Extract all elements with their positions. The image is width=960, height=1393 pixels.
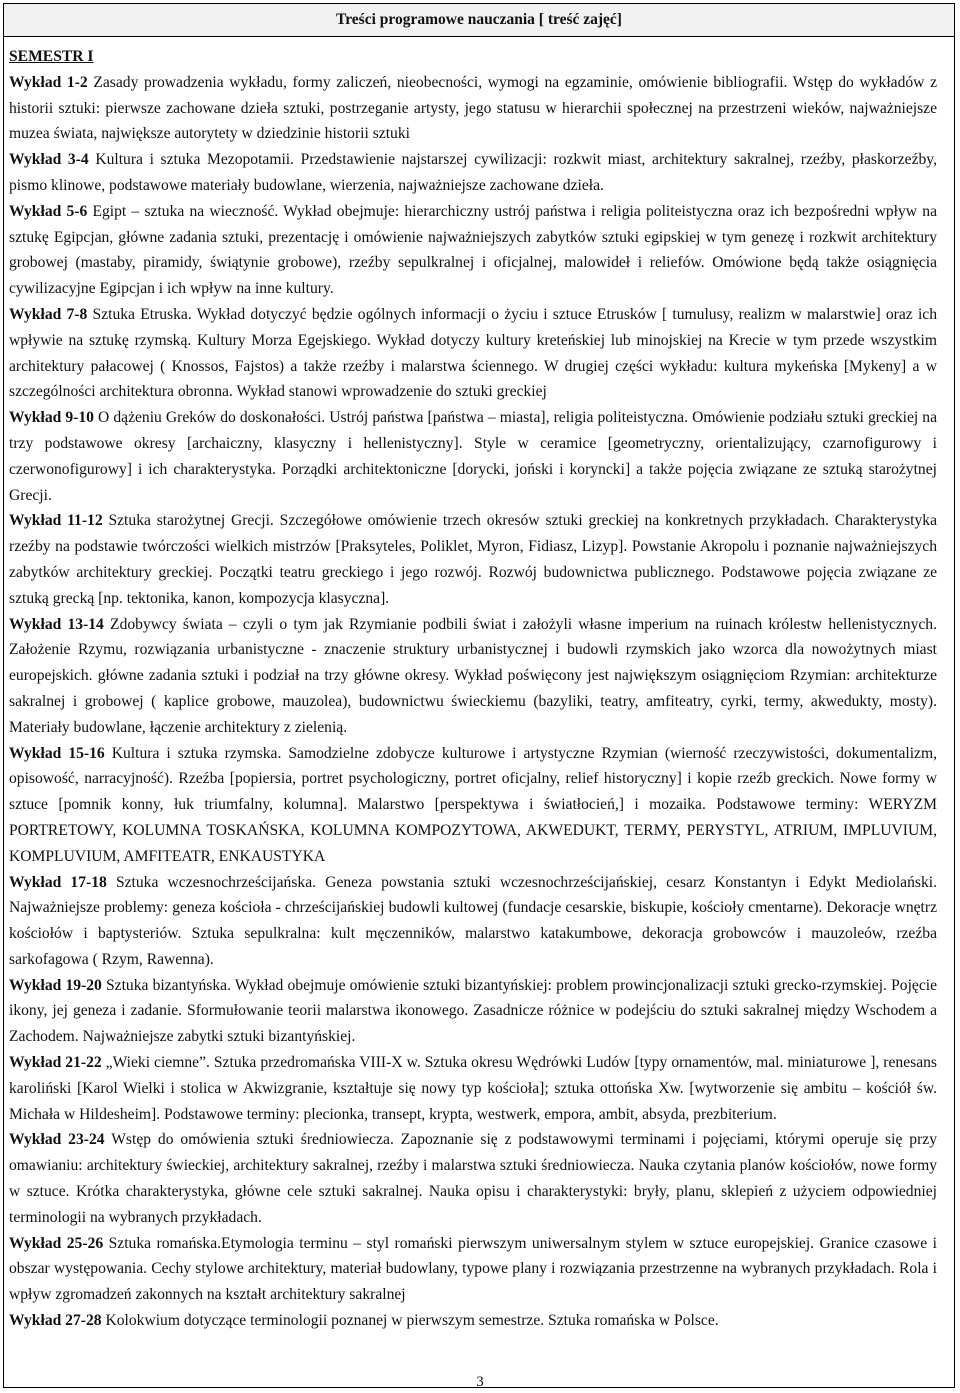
lecture-paragraph — [9, 1231, 937, 1308]
lecture-text: Wstęp do omówienia sztuki średniowiecza. Zapoznanie się z podstawowymi terminami i pojęciami, którymi operuje się przy omawianiu: architektury świeckiej, architektury sakralnej, rzeźby i malarstwa sztuki średniowiecza. Nauka czytania planów kościołów, nowe formy w sztuce. Krótka charakterystyka, główne cele sztuki sakralnej. Nauka opisu i charakterystyki: bryły, planu, sklepień z użyciem odpowiedniej terminologii na wybranych przykładach. — [9, 1131, 937, 1226]
lecture-text: Kultura i sztuka Mezopotamii. Przedstawienie najstarszej cywilizacji: rozkwit miast, architektury sakralnej, rzeźby, płaskorzeźby, pismo klinowe, podstawowe materiały budowlane, wierzenia, najważniejsze zachowane dzieła. — [9, 151, 937, 194]
lecture-title: Wykład 11-12 — [9, 512, 103, 530]
lecture-paragraph — [9, 1308, 937, 1334]
lecture-title: Wykład 3-4 — [9, 151, 89, 169]
lecture-paragraph — [9, 199, 937, 302]
lecture-text: Sztuka starożytnej Grecji. Szczegółowe omówienie trzech okresów sztuki greckiej na konkretnych przykładach. Charakterystyka rzeźby na podstawie twórczości wielkich mistrzów [Praksyteles, Poliklet, Myron, Fidiasz, Lizyp]. Powstanie Akropolu i poznanie najważniejszych zabytków architektury greckiej. Początki teatru greckiego i jego rozwój. Rozwój budownictwa publicznego. Podstawowe pojęcia związane ze sztuką grecką [np. tektonika, kanon, kompozycja klasyczna]. — [9, 512, 937, 607]
lecture-paragraph — [9, 70, 937, 147]
lecture-title: Wykład 5-6 — [9, 202, 88, 220]
lecture-title: Wykład 15-16 — [9, 744, 105, 762]
lecture-title: Wykład 25-26 — [9, 1234, 104, 1252]
lecture-title: Wykład 27-28 — [9, 1312, 102, 1330]
lecture-paragraph — [9, 612, 937, 741]
semester-heading: SEMESTR I — [9, 48, 94, 65]
lecture-paragraph — [9, 147, 937, 199]
lecture-paragraph — [9, 973, 937, 1050]
lecture-text: „Wieki ciemne”. Sztuka przedromańska VIII-X w. Sztuka okresu Wędrówki Ludów [typy ornamentów, mal. miniaturowe ], renesans karoliński [Karol Wielki i stolica w Akwizgranie, kształtuje się nowy typ kościoła]; sztuka ottońska Xw. [wytworzenie się ambitu – kościół św. Michała w Hildesheim]. Podstawowe terminy: plecionka, transept, krypta, westwerk, empora, ambit, absyda, prezbiterium. — [9, 1054, 937, 1123]
lecture-title: Wykład 13-14 — [9, 615, 104, 633]
lecture-text: Kolokwium dotyczące terminologii poznanej w pierwszym semestrze. Sztuka romańska w Polsce. — [101, 1312, 719, 1330]
lecture-text: Zasady prowadzenia wykładu, formy zaliczeń, nieobecności, wymogi na egzaminie, omówienie bibliografii. Wstęp do wykładów z historii sztuki: pierwsze zachowane dzieła sztuki, postrzeganie artysty, jego statusu w hierarchii społecznej na przestrzeni wieków, najważniejsze muzea świata, największe autorytety w dziedzinie historii sztuki — [9, 73, 937, 143]
lecture-paragraph — [9, 741, 937, 870]
lecture-text: Sztuka wczesnochrześcijańska. Geneza powstania sztuki wczesnochrześcijańskiej, cesarz Konstantyn i Edykt Mediolański. Najważniejsze problemy: geneza kościoła - chrześcijańskiej budowli kultowej (fundacje cesarskie, biskupie, kościoły cmentarne). Dekoracje wnętrz kościołów i baptysteriów. Sztuka sepulkralna: kult męczenników, malarstwo katakumbowe, dekoracja grobowców i mauzoleów, rzeźba sarkofagowa ( Rzym, Rawenna). — [9, 873, 937, 968]
lecture-paragraph — [9, 302, 937, 405]
lecture-text: O dążeniu Greków do doskonałości. Ustrój państwa [państwa – miasta], religia politeistyczna. Omówienie podziału sztuki greckiej na trzy podstawowe okresy [archaiczny, klasyczny i hellenistyczny]. Style w ceramice [geometryczny, orientalizujący, czarnofigurowy i czerwonofigurowy] i ich charakterystyka. Porządki architektoniczne [dorycki, joński i koryncki] a także pojęcia związane ze sztuką starożytnej Grecji. — [9, 409, 937, 504]
lecture-title: Wykład 21-22 — [9, 1054, 102, 1072]
lecture-title: Wykład 19-20 — [9, 976, 102, 994]
lecture-title: Wykład 9-10 — [9, 409, 94, 427]
lecture-paragraph — [9, 508, 937, 611]
page-number: 3 — [476, 1374, 484, 1390]
lecture-paragraph — [9, 405, 937, 508]
lecture-text: Kultura i sztuka rzymska. Samodzielne zdobycze kulturowe i artystyczne Rzymian (wierność rzeczywistości, dokumentalizm, opisowość, narracyjność). Rzeźba [popiersia, portret psychologiczny, portret oficjalny, relief historyczny] i kopie rzeźb greckich. Nowe formy w sztuce [pomnik konny, łuk triumfalny, kolumna]. Malarstwo [perspektywa i światłocień,] i mozaika. Podstawowe terminy: WERYZM PORTRETOWY, KOLUMNA TOSKAŃSKA, KOLUMNA KOMPOZYTOWA, AKWEDUKT, TERMY, PERYSTYL, ATRIUM, IMPLUVIUM, KOMPLUVIUM, AMFITEATR, ENKAUSTYKA — [9, 744, 937, 865]
lecture-paragraph — [9, 870, 937, 973]
lecture-text: Egipt – sztuka na wieczność. Wykład obejmuje: hierarchiczny ustrój państwa i religia politeistyczna oraz ich bezpośredni wpływ na sztukę Egipcjan, główne zadania sztuki, prezentację i omówienie najważniejszych zabytków sztuki egipskiej w tym genezę i rozkwit architektury grobowej (mastaby, piramidy, świątynie grobowe), rzeźby sepulkralnej i oficjalnej, malowideł i reliefów. Omówione będą także osiągnięcia cywilizacyjne Egipcjan i ich wpływ na inne kultury. — [9, 202, 937, 298]
lecture-title: Wykład 17-18 — [9, 873, 107, 891]
lecture-paragraph — [9, 1050, 937, 1127]
lecture-text: Sztuka bizantyńska. Wykład obejmuje omówienie sztuki bizantyńskiej: problem prowincjonalizacji sztuki grecko-rzymskiej. Pojęcie ikony, jej geneza i zadanie. Sformułowanie teorii malarstwa ikonowego. Zasadnicze różnice w podejściu do sztuki sakralnej między Wschodem a Zachodem. Najważniejsze zabytki sztuki bizantyńskiej. — [9, 976, 937, 1046]
lecture-title: Wykład 1-2 — [9, 73, 88, 91]
table-header: Treści programowe nauczania [ treść zajęć] — [4, 4, 954, 37]
lecture-paragraph — [9, 1127, 937, 1230]
lecture-title: Wykład 7-8 — [9, 305, 88, 323]
lecture-title: Wykład 23-24 — [9, 1131, 105, 1149]
lecture-text: Sztuka romańska.Etymologia terminu – styl romański pierwszym uniwersalnym stylem w sztuce europejskiej. Granice czasowe i obszar występowania. Cechy stylowe architektury, materiał budowlany, typowe plany i rozwiązania przestrzenne na wybranych przykładach. Rola i wpływ zgromadzeń zakonnych na kształt architektury sakralnej — [9, 1234, 937, 1304]
lecture-text: Zdobywcy świata – czyli o tym jak Rzymianie podbili świat i założyli własne imperium na ruinach królestw hellenistycznych. Założenie Rzymu, rozwiązania urbanistyczne - znaczenie struktury urbanistycznej i budowli rzymskich jako wzorca dla nowożytnych miast europejskich. główne zadania sztuki i podział na trzy główne okresy. Wykład poświęcony jest największym osiągnięciom Rzymian: architekturze sakralnej i grobowej ( kaplice grobowe, mauzolea), budownictwu świeckiemu (bazyliki, teatry, amfiteatry, cyrki, termy, akwedukty, mosty). Materiały budowlane, łączenie architektury z zielenią. — [9, 615, 937, 736]
syllabus-content — [9, 44, 937, 1334]
lecture-text: Sztuka Etruska. Wykład dotyczyć będzie ogólnych informacji o życiu i sztuce Etrusków [ tumulusy, realizm w malarstwie] oraz ich wpływie na sztukę rzymską. Kultury Morza Egejskiego. Wykład dotyczy kultury kreteńskiej lub minojskiej na Krecie w tym przede wszystkim architektury pałacowej ( Knossos, Fajstos) a także rzeźby i malarstwa ściennego. W drugiej części wykładu: kultura mykeńska [Mykeny] a w szczególności architektura obronna. Wykład stanowi wprowadzenie do sztuki greckiej — [9, 305, 937, 401]
